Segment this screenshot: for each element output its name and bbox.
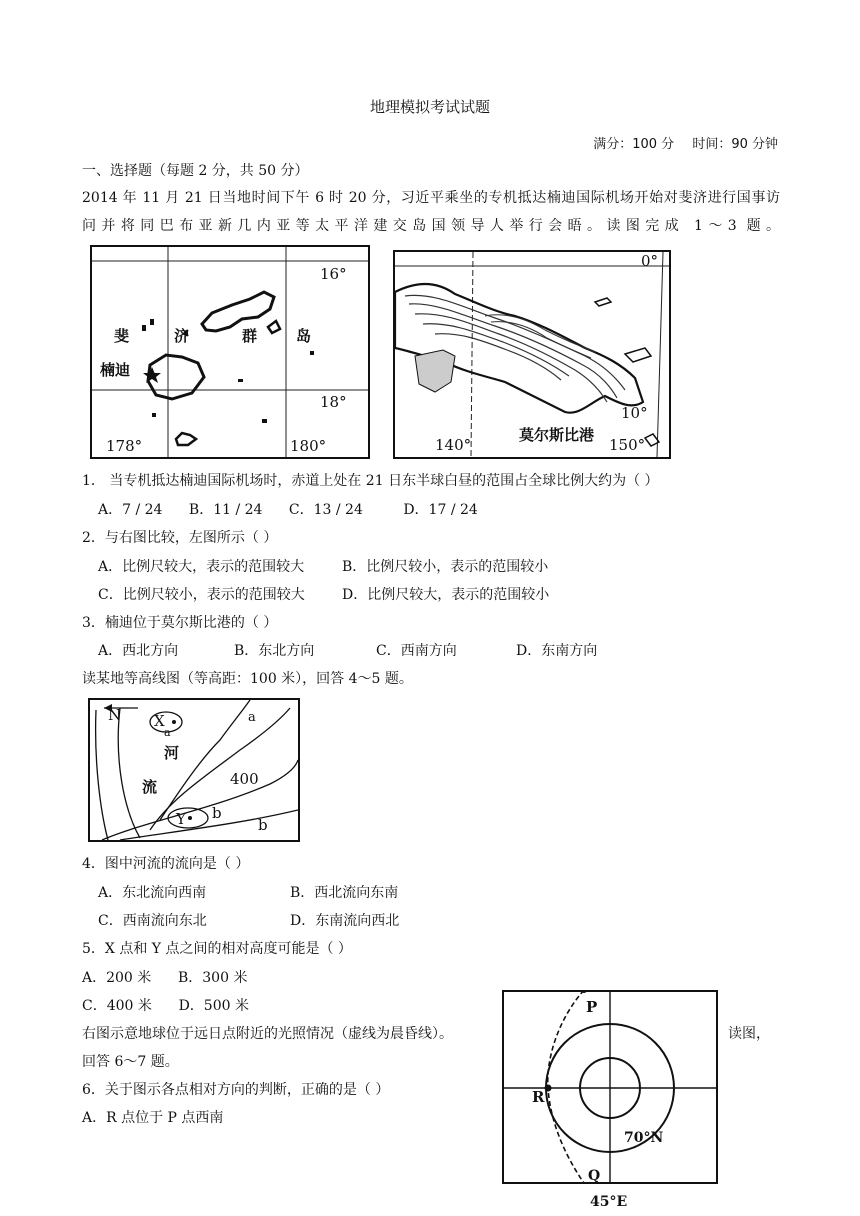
fiji-label-1: 斐 [114,327,130,345]
q2-option-b: B．比例尺较小，表示的范围较小 [342,559,549,575]
point-r-label: R [532,1088,545,1106]
lat-10-label: 10° [621,404,648,422]
contour-intro: 读某地等高线图（等高距：100 米），回答 4～5 题。 [82,671,413,687]
q2-option-a: A．比例尺较大，表示的范围较大 [98,559,305,575]
q1-option-d: D．17 / 24 [403,502,478,518]
q5-options-cd: C．400 米 D．500 米 [82,998,249,1014]
q5-options-ab: A．200 米 B．300 米 [82,970,248,986]
north-arrow-label: N [108,706,122,724]
time-limit: 时间：90 分钟 [692,137,778,152]
q1-option-b: B．11 / 24 [188,502,263,518]
light-intro: 右图示意地球位于远日点附近的光照情况（虚线为晨昏线）。 [82,1026,453,1042]
q4-option-d: D．东南流向西北 [290,913,400,929]
q4-option-b: B．西北流向东南 [290,885,399,901]
fiji-label-4: 岛 [296,327,312,345]
q2-option-d: D．比例尺较大，表示的范围较小 [342,587,550,603]
point-q-label: Q [588,1168,601,1184]
fiji-label-2: 济 [174,327,190,345]
light-intro-line2: 回答 6～7 题。 [82,1054,179,1070]
question-6-stem: 6．关于图示各点相对方向的判断，正确的是（ ） [82,1082,390,1098]
river-label-2: 流 [142,778,158,796]
q3-option-d: D．东南方向 [516,643,598,659]
question-5-stem: 5．X 点和 Y 点之间的相对高度可能是（ ） [82,941,352,957]
lat-18-label: 18° [320,393,347,411]
point-x-label: X [154,712,165,730]
contour-map [88,698,300,842]
question-2-stem: 2．与右图比较，左图所示（ ） [82,530,278,546]
contour-a-label-1: a [164,726,171,739]
question-4-stem: 4．图中河流的流向是（ ） [82,856,250,872]
lon-150-label: 150° [609,436,646,454]
contour-value-label: 400 [230,770,259,788]
port-moresby-label: 莫尔斯比港 [519,426,595,444]
q3-option-c: C．西南方向 [376,643,457,659]
q1-option-a: A．7 / 24 [98,502,163,518]
lat-16-label: 16° [320,265,347,283]
nadi-city-label: 楠迪 [100,361,131,379]
point-y-label: Y [176,810,186,828]
contour-b-label-1: b [212,804,222,822]
question-1-stem: 1． 当专机抵达楠迪国际机场时，赤道上处在 21 日东半球白昼的范围占全球比例大约为（ ） [82,473,659,489]
lon-140-label: 140° [435,436,472,454]
fiji-label-3: 群 [242,327,258,345]
q2-option-c: C．比例尺较小，表示的范围较大 [98,587,305,603]
lon-180-label: 180° [290,437,327,455]
intro-paragraph-line1: 2014 年 11 月 21 日当地时间下午 6 时 20 分，习近平乘坐的专机抵达楠迪国际机场开始对斐济进行国事访 [82,190,780,206]
q3-option-b: B．东北方向 [234,643,315,659]
intro-paragraph-line2: 问并将同巴布亚新几内亚等太平洋建交岛国领导人举行会晤。读图完成 1～3 题。 [82,218,780,234]
page-title: 地理模拟考试试题 [369,98,490,116]
river-label-1: 河 [164,744,180,762]
lat-0-label: 0° [641,252,659,270]
lon-178-label: 178° [106,437,143,455]
contour-a-label-2: a [248,710,256,725]
contour-b-label-2: b [258,816,268,834]
section-heading: 一、选择题（每题 2 分，共 50 分） [82,163,309,179]
q4-option-a: A．东北流向西南 [98,885,207,901]
png-map [393,250,671,459]
full-score: 满分：100 分 [593,137,675,152]
polar-map-graphic [504,992,716,1182]
score-info [587,133,778,152]
question-1-options [98,499,478,519]
fiji-map [90,245,370,459]
q4-option-c: C．西南流向东北 [98,913,207,929]
longitude-45e-label: 45°E [590,1194,628,1210]
latitude-70n-label: 70°N [624,1130,664,1146]
q6-option-a: A．R 点位于 P 点西南 [82,1110,224,1126]
polar-light-map [502,990,718,1184]
light-intro-end: 读图， [728,1026,770,1042]
point-p-label: P [586,998,598,1016]
question-3-stem: 3．楠迪位于莫尔斯比港的（ ） [82,615,278,631]
q3-option-a: A．西北方向 [98,643,179,659]
q1-option-c: C．13 / 24 [288,502,363,518]
